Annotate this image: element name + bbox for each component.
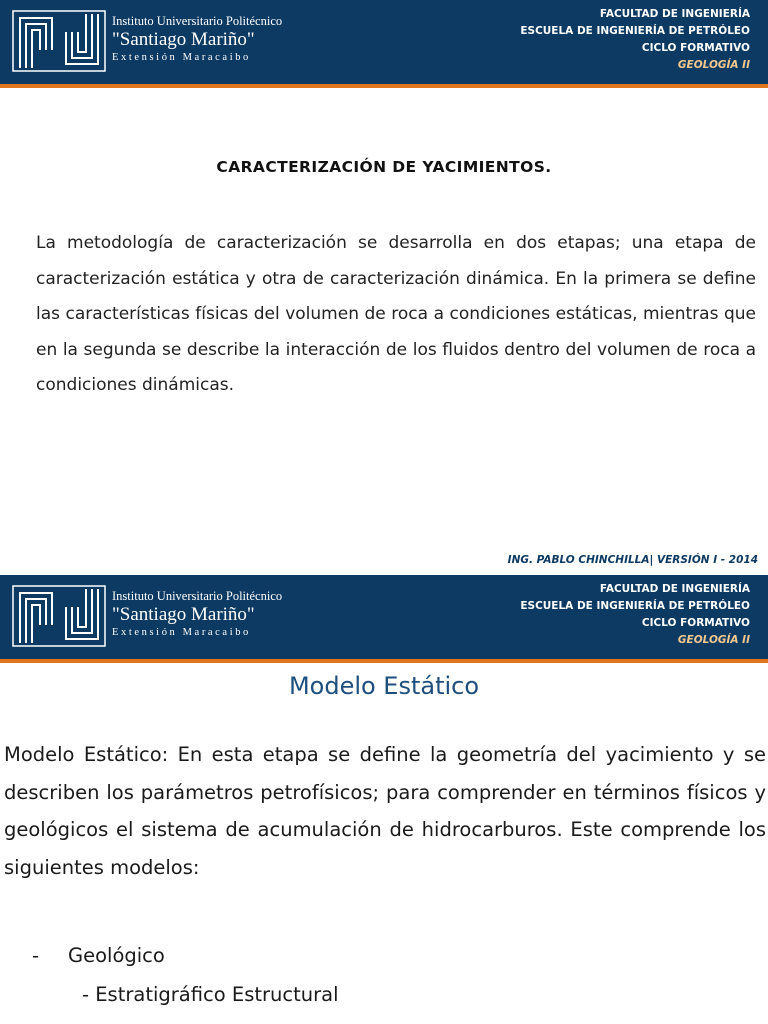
subject-label: GEOLOGÍA II — [677, 59, 750, 71]
page-footer: ING. PABLO CHINCHILLA| VERSIÓN I - 2014 — [507, 554, 758, 566]
institute-line1: Instituto Universitario Politécnico — [112, 14, 283, 28]
institute-line1: Instituto Universitario Politécnico — [112, 589, 283, 603]
institute-name — [112, 14, 282, 64]
institute-title: "Santiago Mariño" — [112, 29, 255, 50]
section-paragraph: Modelo Estático: En esta etapa se define la geometría del yacimiento y se describen los parámetros petrofísicos; para comprender en términos físicos y geológicos el sistema de acumulación de hidrocarburos. Este comprende los siguientes modelos: — [4, 743, 766, 879]
iusm-logo-icon — [12, 10, 106, 72]
faculty-label: FACULTAD DE INGENIERÍA — [599, 583, 750, 595]
school-label: ESCUELA DE INGENIERÍA DE PETRÓLEO — [520, 600, 750, 612]
page-header-banner-2 — [0, 575, 768, 663]
faculty-block — [520, 581, 750, 649]
model-list — [32, 936, 338, 1014]
iusm-logo-icon — [12, 585, 106, 647]
faculty-label: FACULTAD DE INGENIERÍA — [599, 8, 750, 20]
list-item-label: Geológico — [68, 944, 165, 967]
page-title: CARACTERIZACIÓN DE YACIMIENTOS. — [216, 158, 552, 176]
institute-name — [112, 589, 282, 639]
list-item — [32, 936, 338, 975]
subject-label: GEOLOGÍA II — [677, 634, 750, 646]
cycle-label: CICLO FORMATIVO — [641, 42, 750, 54]
institute-extension: Extensión Maracaibo — [112, 627, 251, 638]
cycle-label: CICLO FORMATIVO — [641, 617, 750, 629]
faculty-block — [520, 6, 750, 74]
institute-title: "Santiago Mariño" — [112, 604, 255, 625]
section-title: Modelo Estático — [288, 672, 480, 700]
intro-paragraph: La metodología de caracterización se desarrolla en dos etapas; una etapa de caracterización estática y otra de caracterización dinámica. En la primera se define las características físicas del volumen de roca a condiciones estáticas, mientras que en la segunda se describe la interacción de los fluidos dentro del volumen de roca a condiciones dinámicas. — [36, 233, 756, 395]
list-bullet: - — [32, 944, 40, 967]
list-subitem: - Estratigráfico Estructural — [82, 983, 339, 1006]
school-label: ESCUELA DE INGENIERÍA DE PETRÓLEO — [520, 25, 750, 37]
page-header-banner — [0, 0, 768, 88]
institute-extension: Extensión Maracaibo — [112, 52, 251, 63]
